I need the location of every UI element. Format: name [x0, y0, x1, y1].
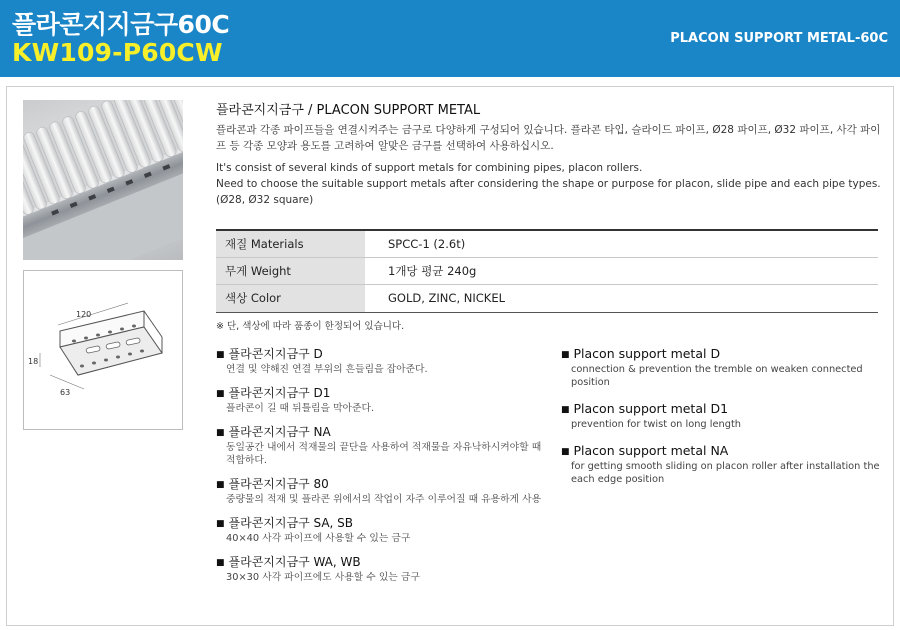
- item-title: 플라콘지지금구 NA: [228, 425, 331, 439]
- product-title: 플라콘지지금구60C: [12, 10, 230, 39]
- bullet-icon: ■: [561, 350, 570, 360]
- item-desc: 30×30 사각 파이프에도 사용할 수 있는 금구: [226, 572, 420, 583]
- spec-label: 색상 Color: [216, 285, 365, 312]
- product-list-ko: [216, 346, 546, 593]
- item-title: 플라콘지지금구 SA, SB: [228, 516, 354, 530]
- dim-height-label: 18: [28, 357, 39, 366]
- bullet-icon: ■: [561, 405, 570, 415]
- spec-value: SPCC-1 (2.6t): [388, 237, 466, 251]
- list-item: [216, 385, 546, 415]
- item-title: Placon support metal D1: [573, 401, 729, 416]
- item-desc: prevention for twist on long length: [571, 419, 741, 430]
- dim-depth-label: 63: [60, 388, 71, 397]
- section-title: 플라콘지지금구 / PLACON SUPPORT METAL: [216, 103, 481, 118]
- header-banner: [0, 0, 900, 77]
- list-item: [561, 443, 886, 486]
- list-item: [216, 476, 546, 506]
- item-desc: 연결 및 약해진 연결 부위의 흔들림을 잡아준다.: [226, 364, 428, 375]
- product-photo: [23, 100, 183, 260]
- bullet-icon: ■: [216, 558, 225, 568]
- dimension-drawing: [23, 270, 183, 430]
- bullet-icon: ■: [216, 350, 225, 360]
- item-desc: 플라콘이 길 때 뒤틀림을 막아준다.: [226, 403, 375, 414]
- list-item: [216, 424, 546, 467]
- list-item: [561, 401, 886, 431]
- item-title: 플라콘지지금구 WA, WB: [228, 555, 361, 569]
- spec-label: 무게 Weight: [216, 258, 365, 284]
- spec-table: [216, 229, 878, 313]
- spec-value: GOLD, ZINC, NICKEL: [388, 291, 505, 305]
- list-item: [216, 554, 546, 584]
- product-list-en: [561, 346, 886, 498]
- bullet-icon: ■: [216, 519, 225, 529]
- description-ko: 플라콘과 각종 파이프들을 연결시켜주는 금구로 다양하게 구성되어 있습니다. 플라콘 타입, 슬라이드 파이프, Ø28 파이프, Ø32 파이프, 사각 파이프 등 각종 모양과 용도를 고려하여 알맞은 금구를 선택하여 사용하십시오.: [216, 124, 881, 152]
- item-title: 플라콘지지금구 D1: [228, 386, 331, 400]
- description-en: [216, 160, 881, 208]
- spec-label: 재질 Materials: [216, 231, 365, 257]
- item-desc: 동일공간 내에서 적재물의 끝단을 사용하여 적재물을 자유낙하시켜야할 때 적합하다.: [226, 442, 542, 466]
- spec-row: [216, 285, 878, 312]
- item-title: 플라콘지지금구 80: [228, 477, 329, 491]
- intro-section: [216, 99, 881, 208]
- list-item: [216, 346, 546, 376]
- item-desc: connection & prevention the tremble on weaken connected position: [571, 364, 863, 388]
- item-desc: for getting smooth sliding on placon roller after installation the each edge position: [571, 461, 880, 485]
- item-title: 플라콘지지금구 D: [228, 347, 323, 361]
- bullet-icon: ■: [216, 480, 225, 490]
- spec-value: 1개당 평균 240g: [388, 264, 477, 278]
- bullet-icon: ■: [216, 428, 225, 438]
- product-code: KW109-P60CW: [12, 38, 223, 67]
- list-item: [561, 346, 886, 389]
- item-title: Placon support metal NA: [573, 443, 729, 458]
- spec-row: [216, 258, 878, 285]
- dim-width-label: 120: [76, 310, 92, 319]
- item-desc: 중량물의 적재 및 플라콘 위에서의 작업이 자주 이루어질 때 유용하게 사용: [226, 494, 542, 505]
- product-title-en: PLACON SUPPORT METAL-60C: [670, 31, 888, 46]
- description-en-line-1: It's consist of several kinds of support metals for combining pipes, placon rollers.: [216, 162, 643, 174]
- list-item: [216, 515, 546, 545]
- spec-row: [216, 231, 878, 258]
- bullet-icon: ■: [561, 447, 570, 457]
- color-note: ※ 단, 색상에 따라 품종이 한정되어 있습니다.: [216, 321, 405, 332]
- description-en-line-2: Need to choose the suitable support metals after considering the shape or purpose for placon, slide pipe and each pipe types. (Ø28, Ø32 square): [216, 178, 881, 206]
- item-desc: 40×40 사각 파이프에 사용할 수 있는 금구: [226, 533, 411, 544]
- bullet-icon: ■: [216, 389, 225, 399]
- item-title: Placon support metal D: [573, 346, 721, 361]
